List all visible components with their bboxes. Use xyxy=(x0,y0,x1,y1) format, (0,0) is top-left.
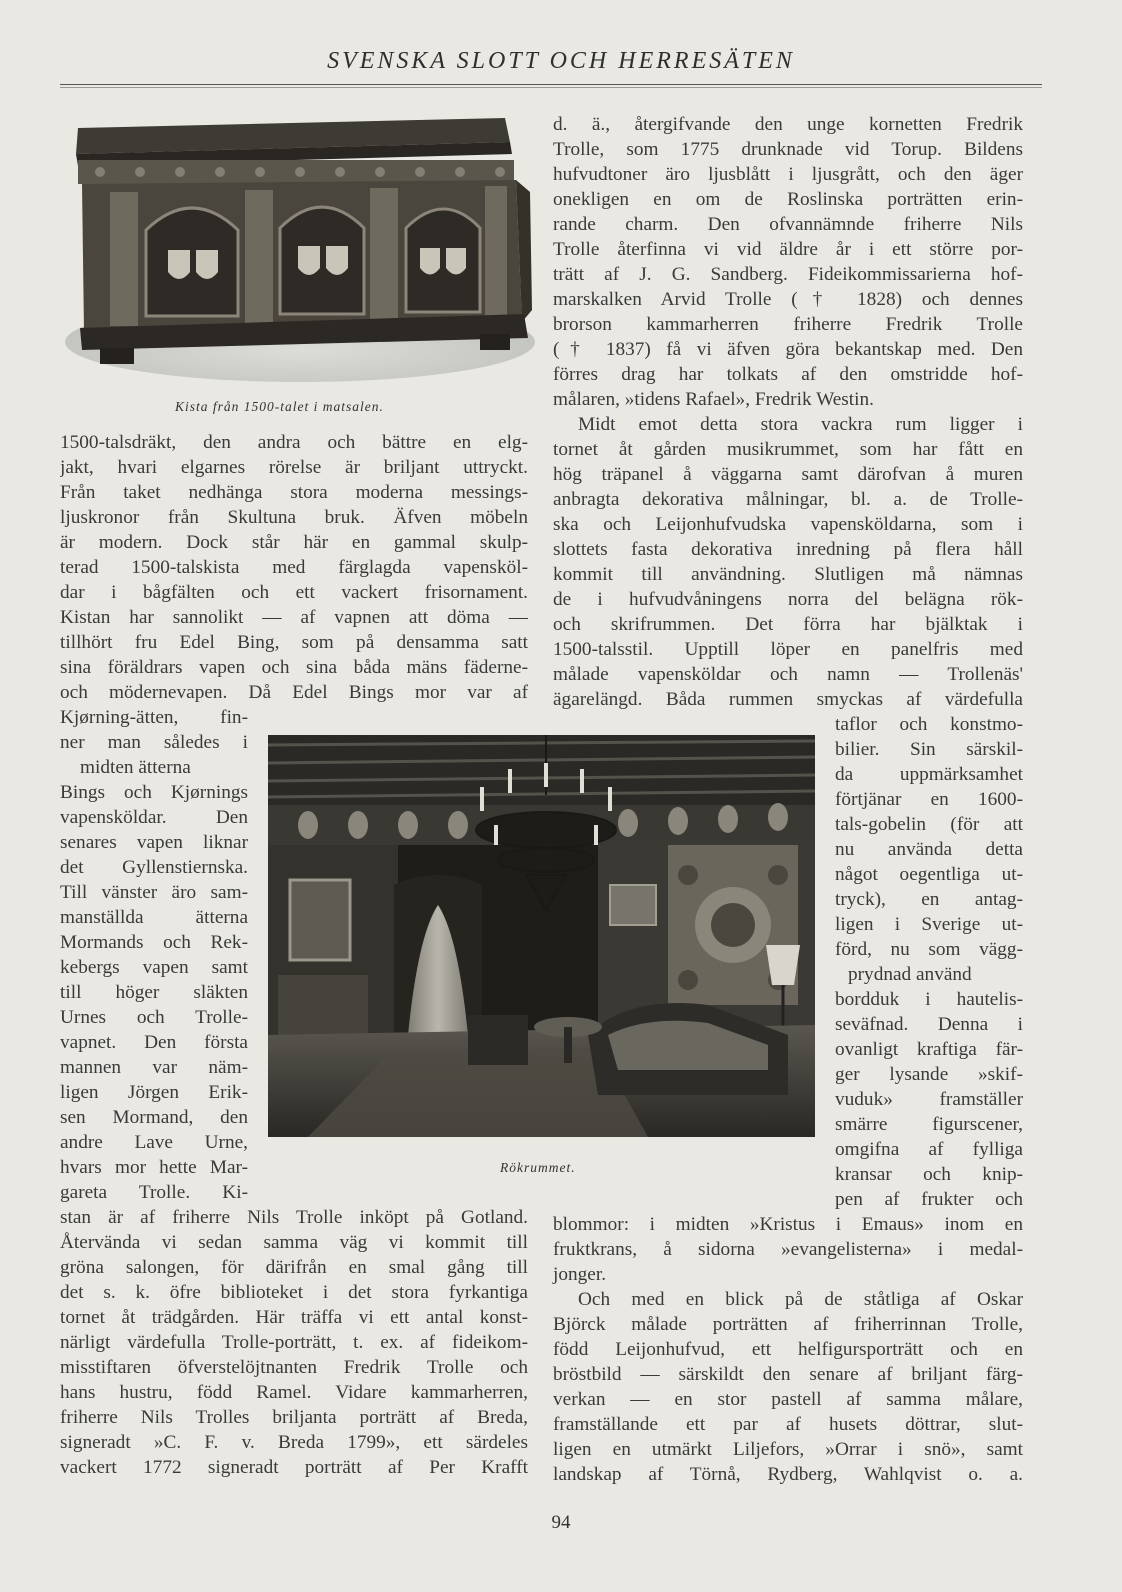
right-narrow-line: nu använda detta xyxy=(835,839,1023,860)
left-narrow-line: manställda ätterna xyxy=(60,907,248,928)
left-col-line: Kistan har sannolikt — af vapnen att döma — xyxy=(60,607,528,628)
right-col-line: d. ä., återgifvande den unge kornetten Fredrik xyxy=(553,114,1023,135)
right-bottom-line: Björck målade porträtten af friherrinnan Trolle, xyxy=(553,1314,1023,1335)
right-narrow-line: smärre figurscener, xyxy=(835,1114,1023,1135)
left-narrow-line: ner man således i xyxy=(60,732,248,753)
right-narrow-line: taflor och konstmo- xyxy=(835,714,1023,735)
left-narrow-line: kebergs vapen samt xyxy=(60,957,248,978)
left-narrow-line: andre Lave Urne, xyxy=(60,1132,248,1153)
left-bottom-line: tornet åt trädgården. Här träffa vi ett antal konst- xyxy=(60,1307,528,1328)
right-bottom-line: blommor: i midten »Kristus i Emaus» inom en xyxy=(553,1214,1023,1235)
right-col-line: förres drag har tolkats af den omstridde hof- xyxy=(553,364,1023,385)
right-col-line: marskalken Arvid Trolle († 1828) och dennes xyxy=(553,289,1023,310)
right-narrow-line: förd, nu som vägg- xyxy=(835,939,1023,960)
left-narrow-line: det Gyllenstiernska. xyxy=(60,857,248,878)
left-col-line: 1500-talsdräkt, den andra och bättre en elg- xyxy=(60,432,528,453)
left-narrow-line: hvars mor hette Mar- xyxy=(60,1157,248,1178)
right-narrow-line: tryck), en antag- xyxy=(835,889,1023,910)
smoking-room-caption: Rökrummet. xyxy=(500,1160,576,1175)
left-bottom-line: misstiftaren öfverstelöjtnanten Fredrik Trolle och xyxy=(60,1357,528,1378)
left-narrow-line: senares vapen liknar xyxy=(60,832,248,853)
right-col-line: hufvudtoner äro ljusblått i ljusgrått, och den äger xyxy=(553,164,1023,185)
right-col-line: 1500-talsstil. Upptill löper en panelfris med xyxy=(553,639,1023,660)
left-col-line: tillhört fru Edel Bing, som på densamma satt xyxy=(60,632,528,653)
left-bottom-line: det s. k. öfre biblioteket i det stora fyrkantiga xyxy=(60,1282,528,1303)
right-bottom-line: bröstbild — särskildt den senare af briljant färg- xyxy=(553,1364,1023,1385)
left-col-line: sina föräldrars vapen och sina båda mäns fäderne- xyxy=(60,657,528,678)
right-narrow-line: pen af frukter och xyxy=(835,1189,1023,1210)
left-bottom-line: signeradt »C. F. v. Breda 1799», ett särdeles xyxy=(60,1432,528,1453)
left-narrow-line: Till vänster äro sam- xyxy=(60,882,248,903)
left-narrow-line: Kjørning-ätten, fin- xyxy=(60,707,248,728)
right-col-line: tornet åt gården musikrummet, som har fått en xyxy=(553,439,1023,460)
left-col-line: Från taket nedhänga stora moderna messings- xyxy=(60,482,528,503)
right-col-line: och skrifrummen. Det förra har bjälktak i xyxy=(553,614,1023,635)
right-narrow-line: ovanligt kraftiga fär- xyxy=(835,1039,1023,1060)
left-col-line: dar i bågfälten och ett vackert frisornament. xyxy=(60,582,528,603)
right-col-line: anbragta dekorativa målningar, bl. a. de Trolle- xyxy=(553,489,1023,510)
right-bottom-line: född Leijonhufvud, ett helfigursporträtt och en xyxy=(553,1339,1023,1360)
chest-photo xyxy=(60,110,540,382)
left-narrow-line: Bings och Kjørnings xyxy=(60,782,248,803)
smoking-room-photo xyxy=(268,735,815,1137)
right-col-line: de i hufvudvåningens norra del belägna rök- xyxy=(553,589,1023,610)
right-col-line: trätt af J. G. Sandberg. Fideikommissarierna hof- xyxy=(553,264,1023,285)
right-col-line: rande charm. Den ofvannämnde friherre Nils xyxy=(553,214,1023,235)
right-narrow-line: förtjänar en 1600- xyxy=(835,789,1023,810)
right-col-line: hög träpanel å väggarna samt därofvan å muren xyxy=(553,464,1023,485)
right-bottom-line: jonger. xyxy=(553,1264,607,1285)
right-narrow-line: kransar och knip- xyxy=(835,1164,1023,1185)
left-bottom-line: närligt värdefulla Trolle-porträtt, t. ex. af fideikom- xyxy=(60,1332,528,1353)
left-narrow-line: gareta Trolle. Ki- xyxy=(60,1182,248,1203)
right-bottom-line: verkan — en stor pastell af samma målare, xyxy=(553,1389,1023,1410)
right-bottom-line: ligen en utmärkt Liljefors, »Orrar i snö», samt xyxy=(553,1439,1023,1460)
right-col-line: målade vapensköldar och namn — Trollenäs' xyxy=(553,664,1023,685)
right-narrow-line: bordduk i hautelis- xyxy=(835,989,1023,1010)
left-col-line: och mödernevapen. Då Edel Bings mor var af xyxy=(60,682,528,703)
running-title: SVENSKA SLOTT OCH HERRESÄTEN xyxy=(327,48,795,74)
right-col-line: slottets fasta dekorativa inredning på flera håll xyxy=(553,539,1023,560)
right-col-line: Midt emot detta stora vackra rum ligger i xyxy=(578,414,1023,435)
left-bottom-line: friherre Nils Trolles briljanta porträtt af Breda, xyxy=(60,1407,528,1428)
left-bottom-line: gröna salongen, för därifrån en smal gång till xyxy=(60,1257,528,1278)
left-narrow-line: vapensköldar. Den xyxy=(60,807,248,828)
left-narrow-line: midten ätterna xyxy=(80,757,191,778)
page-number: 94 xyxy=(551,1512,571,1533)
left-narrow-line: Urnes och Trolle- xyxy=(60,1007,248,1028)
right-col-line: Trolle återfinna vi vid äldre år i ett större por- xyxy=(553,239,1023,260)
left-narrow-line: mannen var näm- xyxy=(60,1057,248,1078)
left-col-line: jakt, hvari elgarnes rörelse är briljant uttryckt. xyxy=(60,457,528,478)
right-narrow-line: da uppmärksamhet xyxy=(835,764,1023,785)
left-bottom-line: stan är af friherre Nils Trolle inköpt på Gotland. xyxy=(60,1207,528,1228)
left-narrow-line: sen Mormand, den xyxy=(60,1107,248,1128)
chest-caption: Kista från 1500-talet i matsalen. xyxy=(175,399,384,414)
right-narrow-line: ger lysande »skif- xyxy=(835,1064,1023,1085)
left-narrow-line: ligen Jörgen Erik- xyxy=(60,1082,248,1103)
right-narrow-line: något oegentliga ut- xyxy=(835,864,1023,885)
right-narrow-line: vuduk» framställer xyxy=(835,1089,1023,1110)
left-bottom-line: Återvända vi sedan samma väg vi kommit till xyxy=(60,1232,528,1253)
left-narrow-line: till höger släkten xyxy=(60,982,248,1003)
header-rule xyxy=(60,84,1042,85)
right-col-line: Trolle, som 1775 drunknade vid Torup. Bildens xyxy=(553,139,1023,160)
right-col-line: kommit till användning. Slutligen må nämnas xyxy=(553,564,1023,585)
left-bottom-line: hans hustru, född Ramel. Vidare kammarherren, xyxy=(60,1382,528,1403)
right-col-line: ägarelängd. Båda rummen smyckas af värdefulla xyxy=(553,689,1023,710)
right-bottom-line: fruktkrans, å sidorna »evangelisterna» i medal- xyxy=(553,1239,1023,1260)
right-narrow-line: seväfnad. Denna i xyxy=(835,1014,1023,1035)
right-narrow-line: bilier. Sin särskil- xyxy=(835,739,1023,760)
left-col-line: terad 1500-talskista med färglagda vapensköl- xyxy=(60,557,528,578)
right-bottom-line: framställande ett par af husets döttrar, slut- xyxy=(553,1414,1023,1435)
right-narrow-line: prydnad använd xyxy=(848,964,972,985)
left-narrow-line: Mormands och Rek- xyxy=(60,932,248,953)
right-col-line: brorson kammarherren friherre Fredrik Trolle xyxy=(553,314,1023,335)
left-col-line: ljuskronor från Skultuna bruk. Äfven möbeln xyxy=(60,507,528,528)
right-col-line: målaren, »tidens Rafael», Fredrik Westin. xyxy=(553,389,874,410)
right-col-line: († 1837) få vi äfven göra bekantskap med. Den xyxy=(553,339,1023,360)
right-bottom-line: landskap af Törnå, Rydberg, Wahlqvist o. a. xyxy=(553,1464,1023,1485)
left-col-line: är modern. Dock står här en gammal skulp- xyxy=(60,532,528,553)
right-bottom-line: Och med en blick på de ståtliga af Oskar xyxy=(578,1289,1023,1310)
left-bottom-line: vackert 1772 signeradt porträtt af Per Krafft xyxy=(60,1457,528,1478)
left-narrow-line: vapnet. Den första xyxy=(60,1032,248,1053)
right-col-line: ska och Leijonhufvudska vapensköldarna, som i xyxy=(553,514,1023,535)
right-narrow-line: omgifna af fylliga xyxy=(835,1139,1023,1160)
right-narrow-line: tals-gobelin (för att xyxy=(835,814,1023,835)
right-narrow-line: ligen i Sverige ut- xyxy=(835,914,1023,935)
right-col-line: onekligen en om de Roslinska porträtten erin- xyxy=(553,189,1023,210)
header-rule-thin xyxy=(60,87,1042,88)
